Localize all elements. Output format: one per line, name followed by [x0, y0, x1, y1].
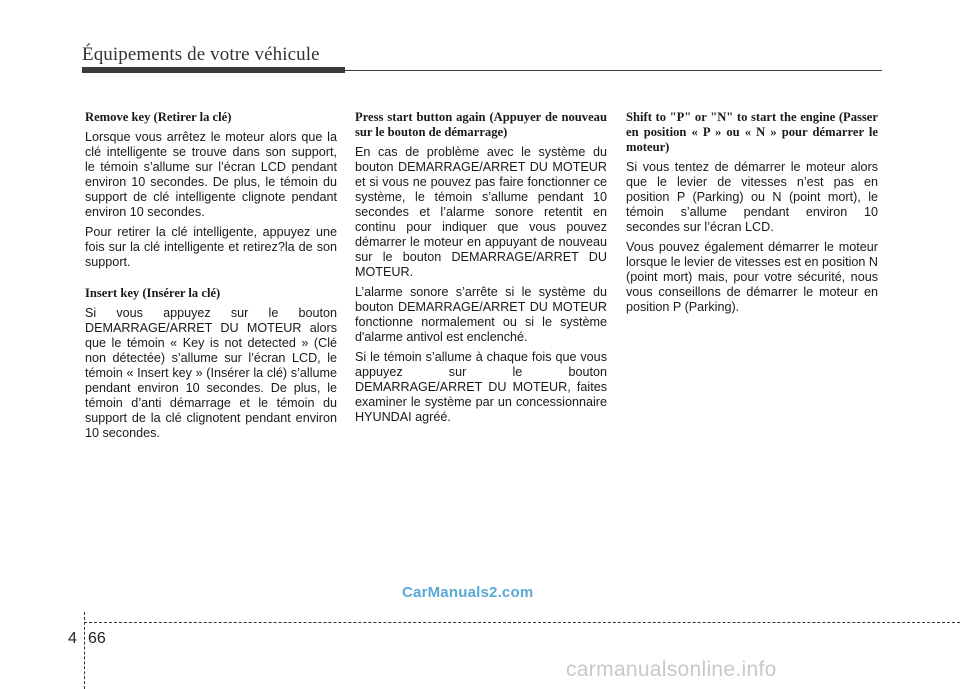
section-heading: Shift to "P" or "N" to start the engine (Passer en position « P » ou « N » pour démarrer le moteur) [626, 110, 878, 154]
header-rule-thin [345, 70, 882, 71]
footer-rule [84, 622, 960, 623]
text-column-2 [355, 110, 607, 441]
paragraph: L’alarme sonore s’arrête si le système du bouton DEMARRAGE/ARRET DU MOTEUR fonctionne normalement ou si le système d'alarme antivol est enclenché. [355, 285, 607, 344]
page-title: Équipements de votre véhicule [82, 44, 320, 65]
paragraph: Lorsque vous arrêtez le moteur alors que la clé intelligente se trouve dans son support, le témoin s’allume sur l’écran LCD pendant environ 10 secondes. De plus, le témoin du support de clé intelligente clignote pendant environ 10 secondes. [85, 130, 337, 219]
section-press-start-button [355, 110, 607, 425]
section-insert-key [85, 286, 337, 441]
paragraph: En cas de problème avec le système du bouton DEMARRAGE/ARRET DU MOTEUR et si vous ne pouvez pas faire fonctionner ce système, le témoin s’allume pendant 10 secondes et l’alarme sonore retentit en continu pour indiquer que vous pouvez démarrer le moteur en appuyant de nouveau sur le bouton DEMARRAGE/ARRET DU MOTEUR. [355, 145, 607, 279]
text-column-3 [626, 110, 878, 331]
chapter-number: 4 [68, 630, 77, 647]
watermark-link-carmanuals2[interactable]: CarManuals2.com [402, 584, 534, 601]
section-heading: Remove key (Retirer la clé) [85, 110, 232, 124]
paragraph: Vous pouvez également démarrer le moteur lorsque le levier de vitesses est en position N (point mort) mais, pour votre sécurité, nous vous conseillons de démarrer le moteur en position P (Parking). [626, 240, 879, 314]
paragraph: Si vous appuyez sur le bouton DEMARRAGE/ARRET DU MOTEUR alors que le témoin « Key is not detected » (Clé non détectée) s’allume sur l’écran LCD, le témoin « Insert key » (Insérer la clé) s’allume pendant environ 10 secondes. De plus, le témoin d’anti démarrage et le témoin du support de la clé clignotent pendant environ 10 secondes. [85, 306, 337, 440]
section-heading: Insert key (Insérer la clé) [85, 286, 221, 300]
paragraph: Si le témoin s’allume à chaque fois que vous appuyez sur le bouton DEMARRAGE/ARRET DU MOTEUR, faites examiner le système par un concessionnaire HYUNDAI agréé. [355, 350, 607, 424]
section-remove-key [85, 110, 337, 270]
section-heading: Press start button again (Appuyer de nouveau sur le bouton de démarrage) [355, 110, 607, 139]
header-rule-thick [82, 67, 345, 73]
footer-vertical-rule [84, 612, 85, 689]
text-column-1 [85, 110, 337, 457]
paragraph: Pour retirer la clé intelligente, appuyez une fois sur la clé intelligente et retirez?la de son support. [85, 225, 337, 269]
page-number: 66 [88, 630, 106, 647]
watermark-link-carmanualsonline[interactable]: carmanualsonline.info [566, 658, 777, 681]
paragraph: Si vous tentez de démarrer le moteur alors que le levier de vitesses n’est pas en position P (Parking) ou N (point mort), le témoin s’allume pendant environ 10 secondes sur l’écran LCD. [626, 160, 878, 234]
section-shift-to-p-or-n [626, 110, 878, 315]
